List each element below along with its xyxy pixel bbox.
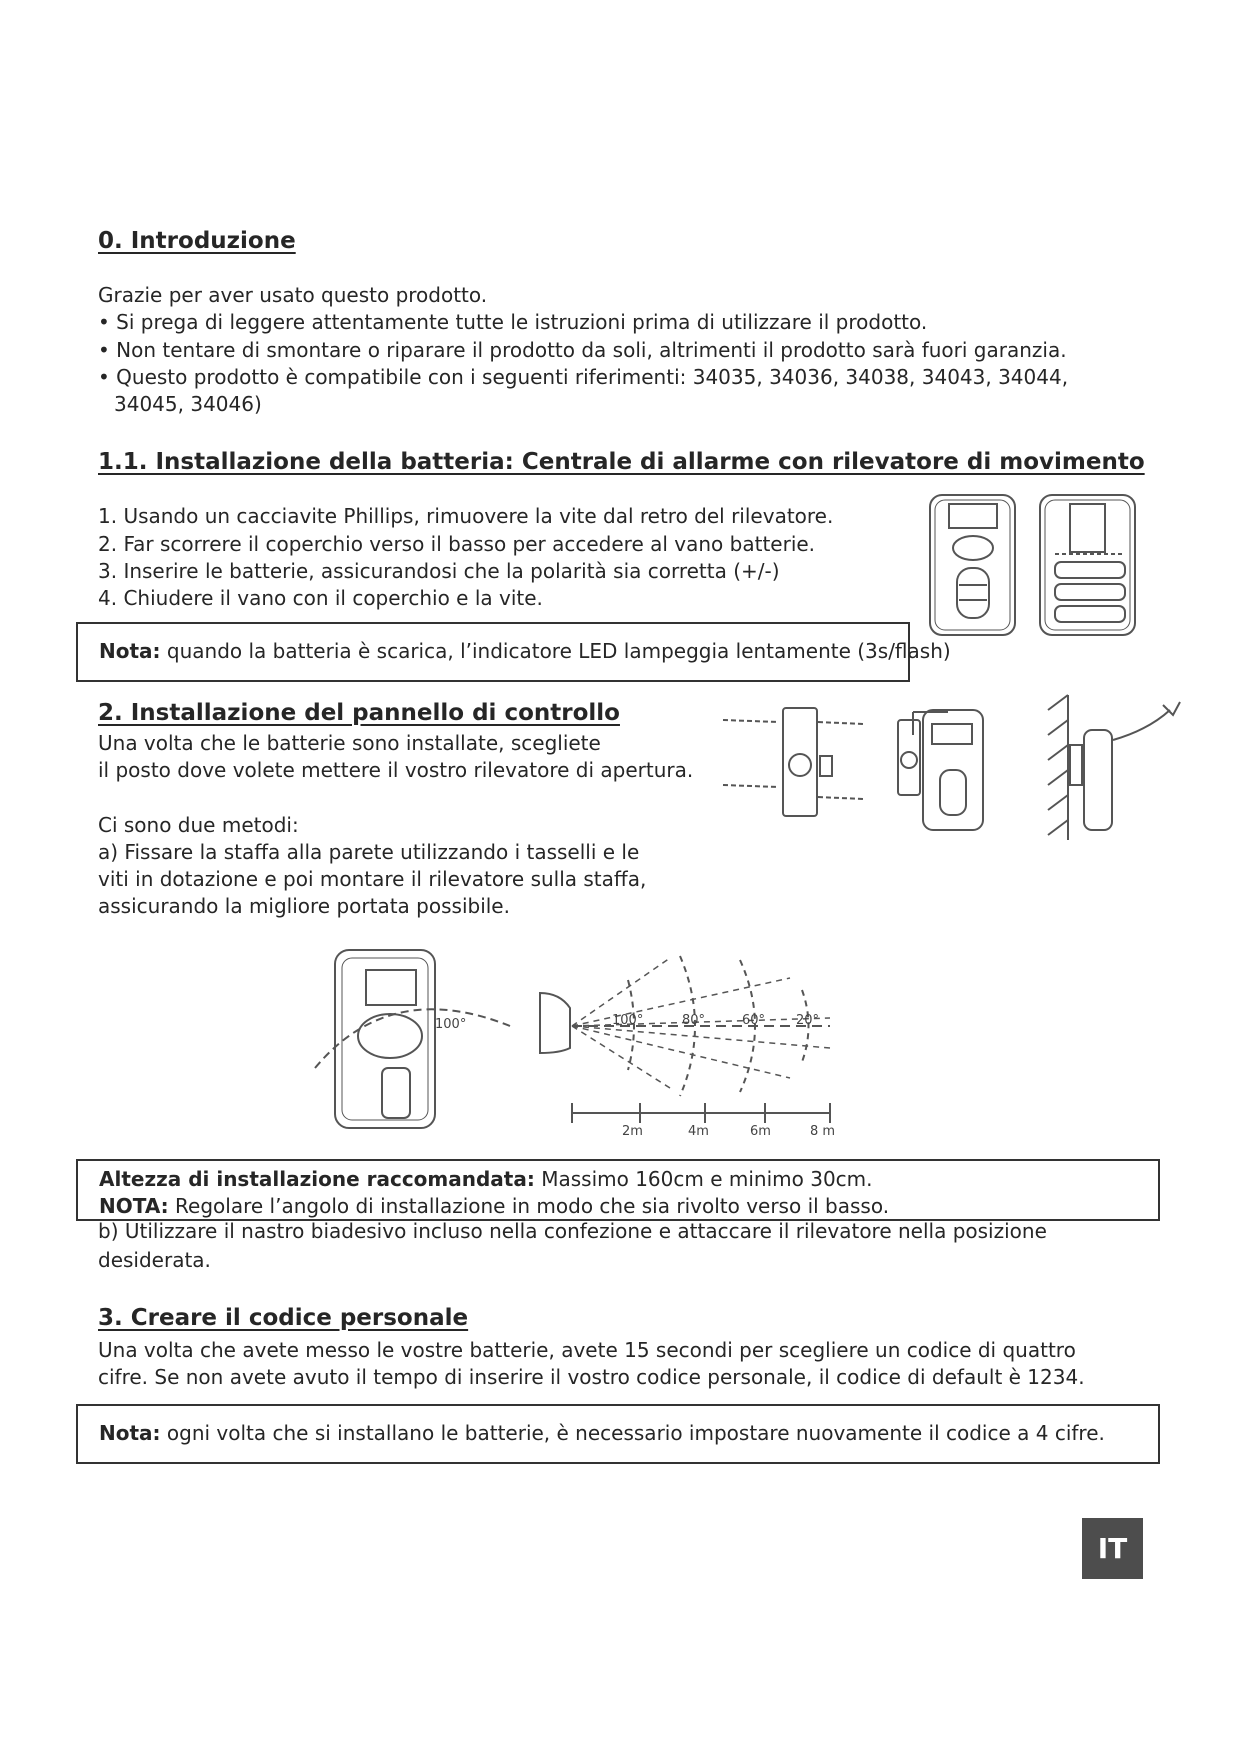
height-label: Altezza di installazione raccomandata: [99, 1167, 535, 1191]
detector-angle-label: 100° [435, 1017, 467, 1032]
panel-title: 2. Installazione del pannello di controllo [98, 700, 620, 726]
intro-title: 0. Introduzione [98, 228, 296, 254]
distance-label: 8 m [810, 1124, 836, 1138]
code-line: cifre. Se non avete avuto il tempo di inserire il vostro codice personale, il codice di default è 1234. [98, 1365, 1085, 1389]
intro-bullet: • Questo prodotto è compatibile con i seguenti riferimenti: 34035, 34036, 34038, 34043, 34044, [98, 365, 1069, 389]
language-badge: IT [1082, 1518, 1143, 1579]
method-a-line: assicurando la migliore portata possibile. [98, 894, 510, 918]
methods-title: Ci sono due metodi: [98, 813, 299, 837]
battery-note-box [76, 622, 951, 682]
battery-step: 2. Far scorrere il coperchio verso il basso per accedere al vano batterie. [98, 532, 816, 556]
code-title: 3. Creare il codice personale [98, 1305, 469, 1331]
intro-bullet: • Non tentare di smontare o riparare il prodotto da soli, altrimenti il prodotto sarà fuori garanzia. [98, 338, 1067, 362]
battery-step: 3. Inserire le batterie, assicurandosi che la polarità sia corretta (+/-) [98, 559, 780, 583]
distance-label: 6m [750, 1124, 771, 1138]
note-text: ogni volta che si installano le batterie, è necessario impostare nuovamente il codice a 4 cifre. [160, 1421, 1105, 1445]
distance-label: 2m [622, 1124, 643, 1138]
bracket-mounting-diagram [718, 690, 1188, 845]
intro-bullet: • Si prega di leggere attentamente tutte le istruzioni prima di utilizzare il prodotto. [98, 310, 928, 334]
nota-text: Regolare l’angolo di installazione in modo che sia rivolto verso il basso. [168, 1194, 890, 1218]
detection-range-diagram [310, 938, 840, 1138]
battery-step: 1. Usando un cacciavite Phillips, rimuovere la vite dal retro del rilevatore. [98, 504, 834, 528]
height-note-box [76, 1159, 1160, 1221]
nota-label: NOTA: [99, 1194, 169, 1218]
code-note-box [76, 1404, 1160, 1464]
range-angle-label: 80° [682, 1013, 706, 1028]
method-b-line: b) Utilizzare il nastro biadesivo incluso nella confezione e attaccare il rilevatore nella posizione [98, 1219, 1047, 1243]
detector-battery-diagram [925, 490, 1140, 640]
method-a-line: viti in dotazione e poi montare il rilevatore sulla staffa, [98, 867, 647, 891]
intro-thanks: Grazie per aver usato questo prodotto. [98, 283, 488, 307]
panel-line: Una volta che le batterie sono installate, scegliete [98, 731, 601, 755]
method-b-line: desiderata. [98, 1248, 211, 1272]
panel-line: il posto dove volete mettere il vostro rilevatore di apertura. [98, 758, 694, 782]
code-line: Una volta che avete messo le vostre batterie, avete 15 secondi per scegliere un codice di quattro [98, 1338, 1076, 1362]
distance-label: 4m [688, 1124, 709, 1138]
battery-title: 1.1. Installazione della batteria: Centrale di allarme con rilevatore di movimento [98, 449, 1145, 475]
note-label: Nota: [99, 639, 161, 663]
battery-step: 4. Chiudere il vano con il coperchio e la vite. [98, 586, 543, 610]
method-a-line: a) Fissare la staffa alla parete utilizzando i tasselli e le [98, 840, 640, 864]
range-angle-label: 20° [796, 1013, 820, 1028]
intro-bullet-continued: 34045, 34046) [114, 392, 262, 416]
note-label: Nota: [99, 1421, 161, 1445]
note-text: quando la batteria è scarica, l’indicatore LED lampeggia lentamente (3s/flash) [160, 639, 951, 663]
height-text: Massimo 160cm e minimo 30cm. [534, 1167, 873, 1191]
range-angle-label: 100° [612, 1013, 644, 1028]
range-angle-label: 60° [742, 1013, 766, 1028]
